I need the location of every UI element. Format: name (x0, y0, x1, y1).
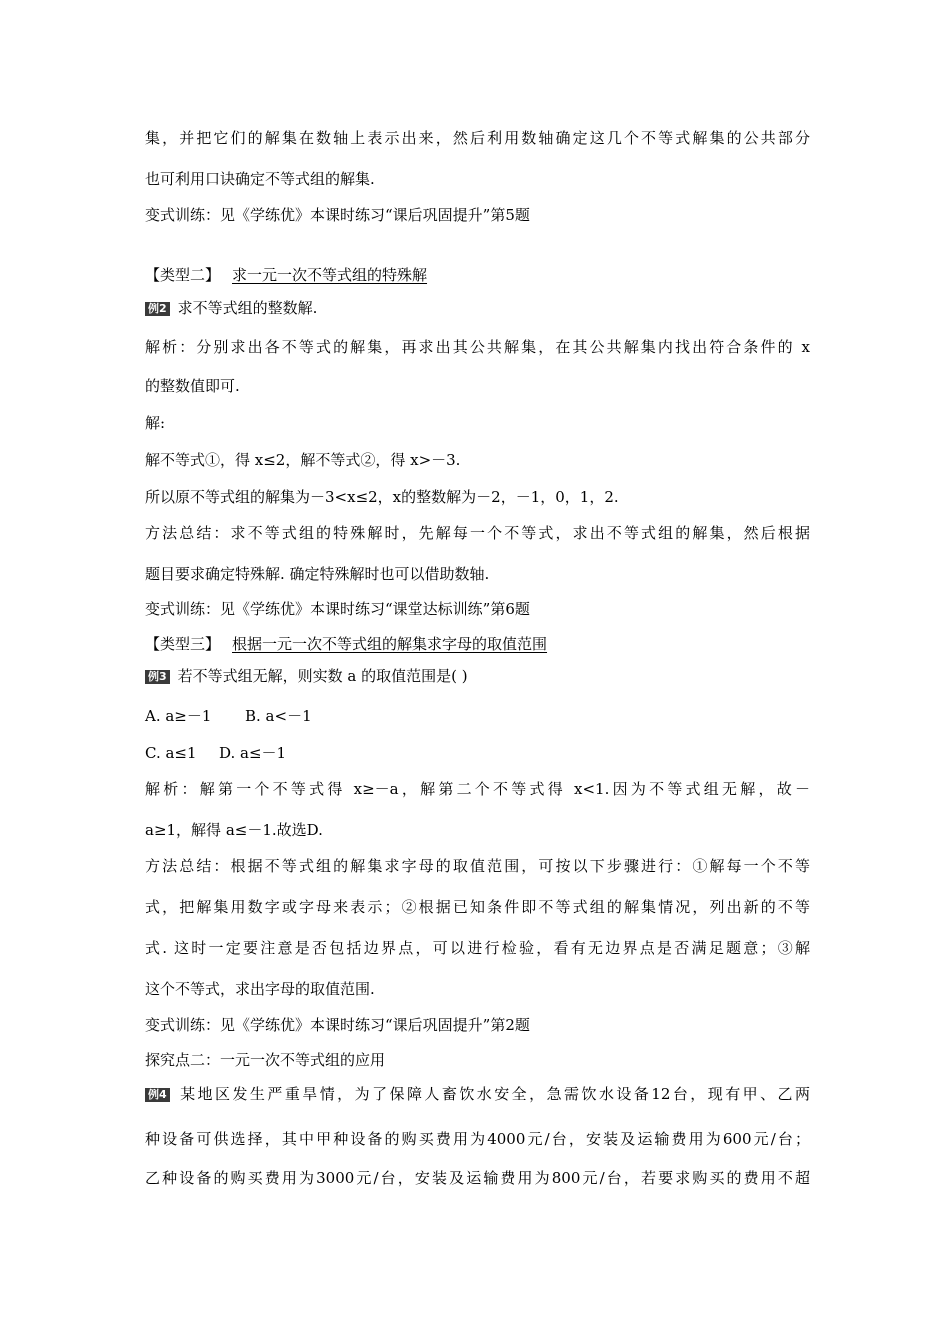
example-badge-icon: 例3 (145, 670, 170, 684)
text-line: 的整数值即可. (145, 377, 240, 395)
text-line: 解不等式①，得 x≤2，解不等式②，得 x>－3. (145, 451, 461, 469)
example-line (145, 1084, 810, 1104)
text-line: 这个不等式，求出字母的取值范围. (145, 980, 375, 998)
text-line: 也可利用口诀确定不等式组的解集. (145, 170, 375, 188)
text-line: 种设备可供选择，其中甲种设备的购买费用为4000元/台，安装及运输费用为600元/台； (145, 1130, 810, 1148)
options-line (145, 743, 810, 763)
text-line: 解: (145, 414, 166, 432)
text-line: 题目要求确定特殊解. 确定特殊解时也可以借助数轴. (145, 565, 490, 583)
text-line: 变式训练：见《学练优》本课时练习“课堂达标训练”第6题 (145, 600, 530, 618)
subsection-title: 探究点二：一元一次不等式组的应用 (145, 1051, 386, 1069)
section-tag: 【类型三】 (145, 635, 221, 653)
text-line: 所以原不等式组的解集为－3<x≤2，x的整数解为－2，－1，0，1，2. (145, 488, 619, 506)
text-line: 解析：解第一个不等式得 x≥－a，解第二个不等式得 x<1.因为不等式组无解，故－ (145, 780, 810, 798)
example-badge-icon: 例2 (145, 302, 170, 316)
text-line: a≥1，解得 a≤－1.故选D. (145, 821, 323, 839)
option-a: A. a≥－1 (145, 707, 212, 725)
example-text: 若不等式组无解，则实数 a 的取值范围是( ) (177, 667, 468, 685)
text-line: 解析：分别求出各不等式的解集，再求出其公共解集，在其公共解集内找出符合条件的 x (145, 338, 810, 356)
example-badge-icon: 例4 (145, 1088, 170, 1102)
section-title: 求一元一次不等式组的特殊解 (232, 266, 428, 284)
text-line: 式. 这时一定要注意是否包括边界点，可以进行检验，看有无边界点是否满足题意；③解 (145, 939, 810, 957)
example-line (145, 666, 810, 686)
example-text: 某地区发生严重旱情，为了保障人畜饮水安全，急需饮水设备12台，现有甲、乙两 (177, 1085, 810, 1103)
option-d: D. a≤－1 (219, 744, 287, 762)
text-line: 变式训练：见《学练优》本课时练习“课后巩固提升”第2题 (145, 1016, 530, 1034)
text-line: 变式训练：见《学练优》本课时练习“课后巩固提升”第5题 (145, 206, 530, 224)
option-c: C. a≤1 (145, 744, 197, 762)
options-line (145, 706, 810, 726)
section-tag: 【类型二】 (145, 266, 221, 284)
section-header-type3 (145, 634, 810, 654)
text-line: 集，并把它们的解集在数轴上表示出来，然后利用数轴确定这几个不等式解集的公共部分 (145, 129, 810, 147)
text-line: 方法总结：求不等式组的特殊解时，先解每一个不等式，求出不等式组的解集，然后根据 (145, 524, 810, 542)
text-line: 式，把解集用数字或字母来表示；②根据已知条件即不等式组的解集情况，列出新的不等 (145, 898, 810, 916)
section-title: 根据一元一次不等式组的解集求字母的取值范围 (232, 635, 548, 653)
option-b: B. a<－1 (245, 707, 312, 725)
text-line: 乙种设备的购买费用为3000元/台，安装及运输费用为800元/台，若要求购买的费用不超 (145, 1169, 810, 1187)
section-header-type2 (145, 265, 810, 285)
text-line: 方法总结：根据不等式组的解集求字母的取值范围，可按以下步骤进行：①解每一个不等 (145, 857, 810, 875)
example-line (145, 298, 810, 318)
example-text: 求不等式组的整数解. (177, 299, 318, 317)
